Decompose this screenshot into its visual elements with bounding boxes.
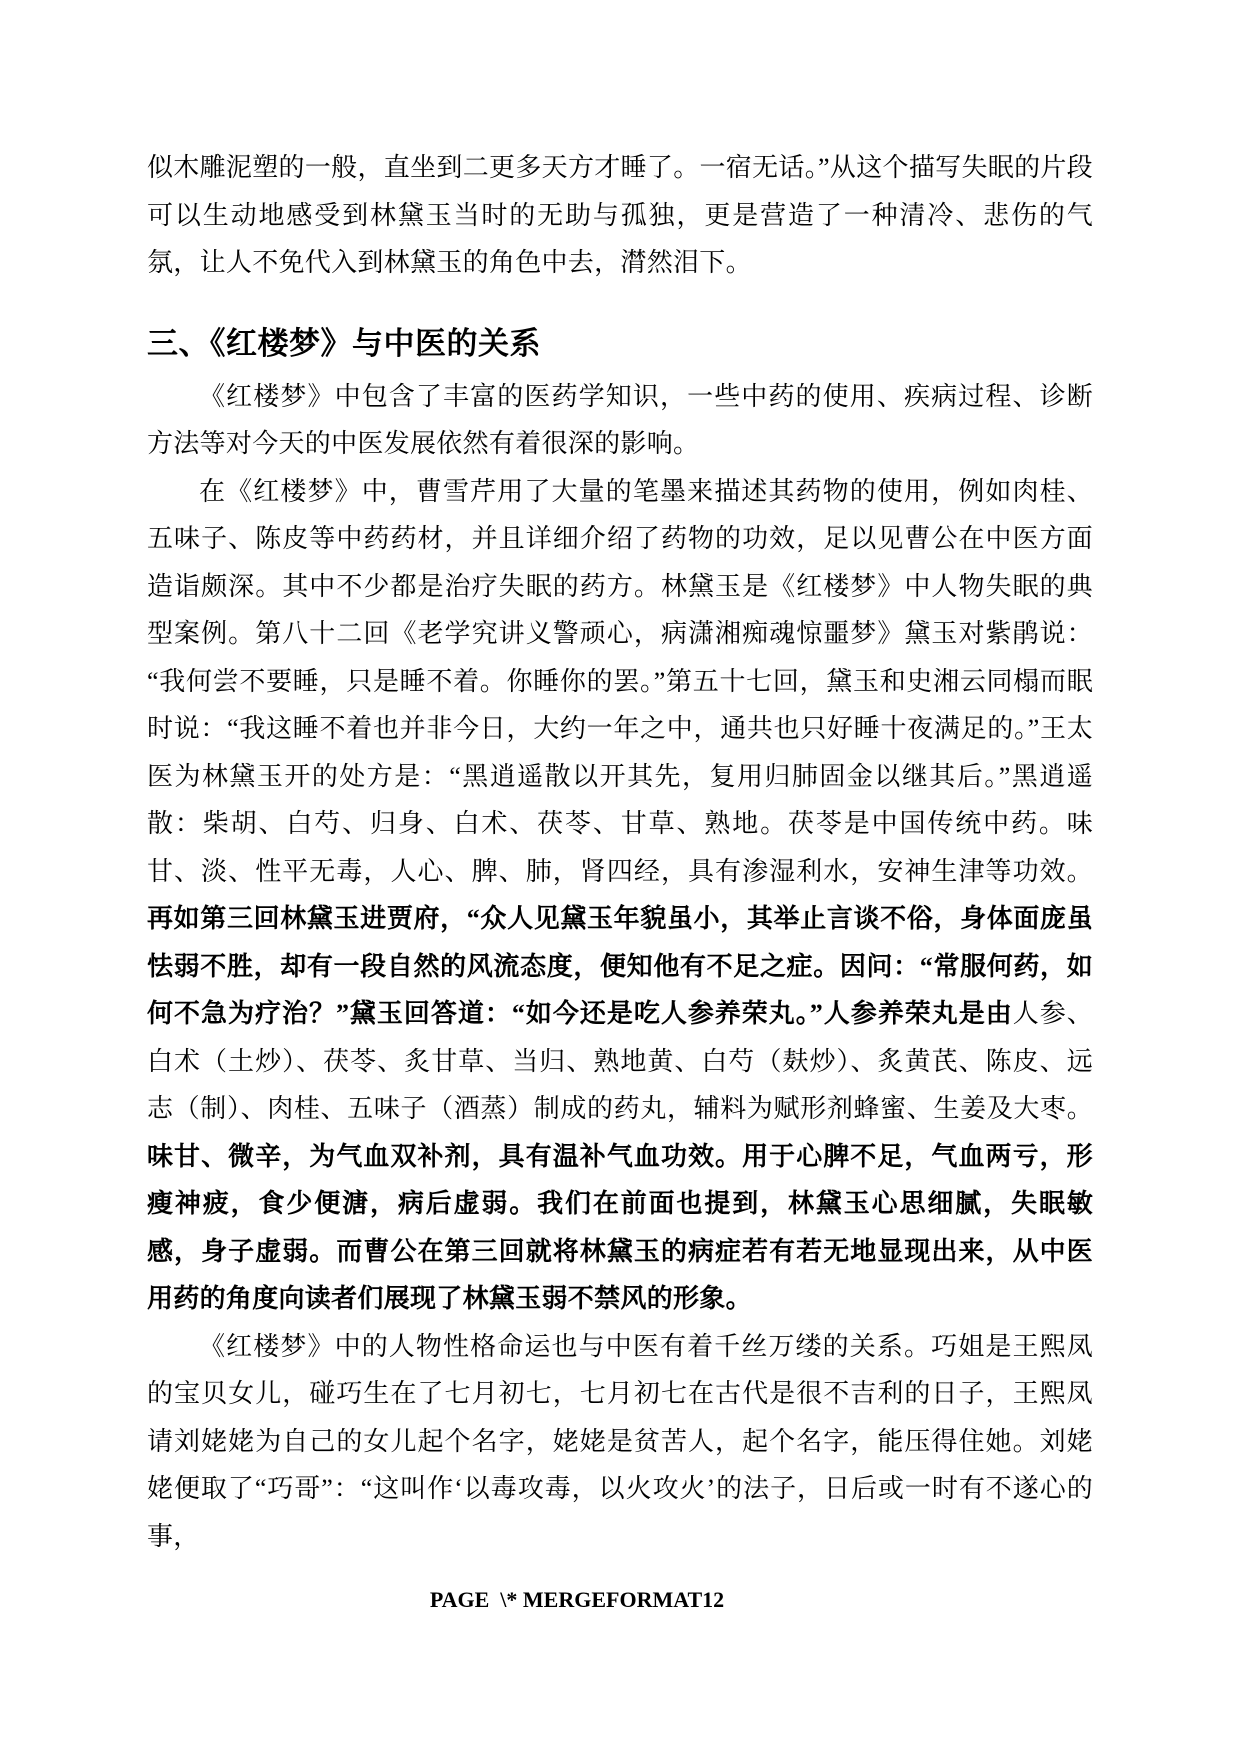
paragraph-medicine-intro: 《红楼梦》中包含了丰富的医药学知识，一些中药的使用、疾病过程、诊断方法等对今天的中医发展依然有着很深的影响。 bbox=[147, 381, 1093, 458]
paragraph-characters-fate: 《红楼梦》中的人物性格命运也与中医有着千丝万缕的关系。巧姐是王熙凤的宝贝女儿，碰巧生在了七月初七，七月初七在古代是很不吉利的日子，王熙凤请刘姥姥为自己的女儿起个名字，姥姥是贫苦人，起个名字，能压得住她。刘姥姥便取了“巧哥”：“这叫作‘以毒攻毒，以火攻火’的法子，日后或一时有不遂心的事， bbox=[147, 1331, 1093, 1551]
medicine-detail-run-regular-2: 人参、白术（土炒）、茯苓、炙甘草、当归、熟地黄、白芍（麸炒）、炙黄芪、陈皮、远志（制）、肉桂、五味子（酒蒸）制成的药丸，辅料为赋形剂蜂蜜、生姜及大枣。 bbox=[147, 999, 1094, 1123]
medicine-detail-run-bold-1: 再如第三回林黛玉进贾府，“众人见黛玉年貌虽小，其举止言谈不俗，身体面庞虽怯弱不胜，却有一段自然的风流态度，便知他有不足之症。因问：“常服何药，如何不急为疗治？”黛玉回答道：“如今还是吃人参养荣丸。”人参养荣丸是由 bbox=[147, 904, 1093, 1028]
paragraph-medicine-detail bbox=[147, 468, 1093, 1323]
document-body bbox=[147, 144, 1093, 1560]
paragraph-insomnia-description: 似木雕泥塑的一般，直坐到二更多天方才睡了。一宿无话。”从这个描写失眠的片段可以生动地感受到林黛玉当时的无助与孤独，更是营造了一种清冷、悲伤的气氛，让人不免代入到林黛玉的角色中去，潸然泪下。 bbox=[147, 153, 1093, 277]
page-footer-field: PAGE \* MERGEFORMAT12 bbox=[429, 1587, 725, 1612]
medicine-detail-run-regular-1: 在《红楼梦》中，曹雪芹用了大量的笔墨来描述其药物的使用，例如肉桂、五味子、陈皮等中药药材，并且详细介绍了药物的功效，足以见曹公在中医方面造诣颇深。其中不少都是治疗失眠的药方。林黛玉是《红楼梦》中人物失眠的典型案例。第八十二回《老学究讲义警顽心，病潇湘痴魂惊噩梦》黛玉对紫鹃说：“我何尝不要睡，只是睡不着。你睡你的罢。”第五十七回，黛玉和史湘云同榻而眠时说：“我这睡不着也并非今日，大约一年之中，通共也只好睡十夜满足的。”王太医为林黛玉开的处方是：“黑逍遥散以开其先，复用归肺固金以继其后。”黑逍遥散：柴胡、白芍、归身、白术、茯苓、甘草、熟地。茯苓是中国传统中药。味甘、淡、性平无毒，人心、脾、肺，肾四经，具有渗湿利水，安神生津等功效。 bbox=[147, 476, 1093, 886]
medicine-detail-run-bold-2: 味甘、微辛，为气血双补剂，具有温补气血功效。用于心脾不足，气血两亏，形瘦神疲，食少便溏，病后虚弱。我们在前面也提到，林黛玉心思细腻，失眠敏感，身子虚弱。而曹公在第三回就将林黛玉的病症若有若无地显现出来，从中医用药的角度向读者们展现了林黛玉弱不禁风的形象。 bbox=[147, 1141, 1093, 1313]
section-heading: 三、《红楼梦》与中医的关系 bbox=[147, 325, 541, 361]
